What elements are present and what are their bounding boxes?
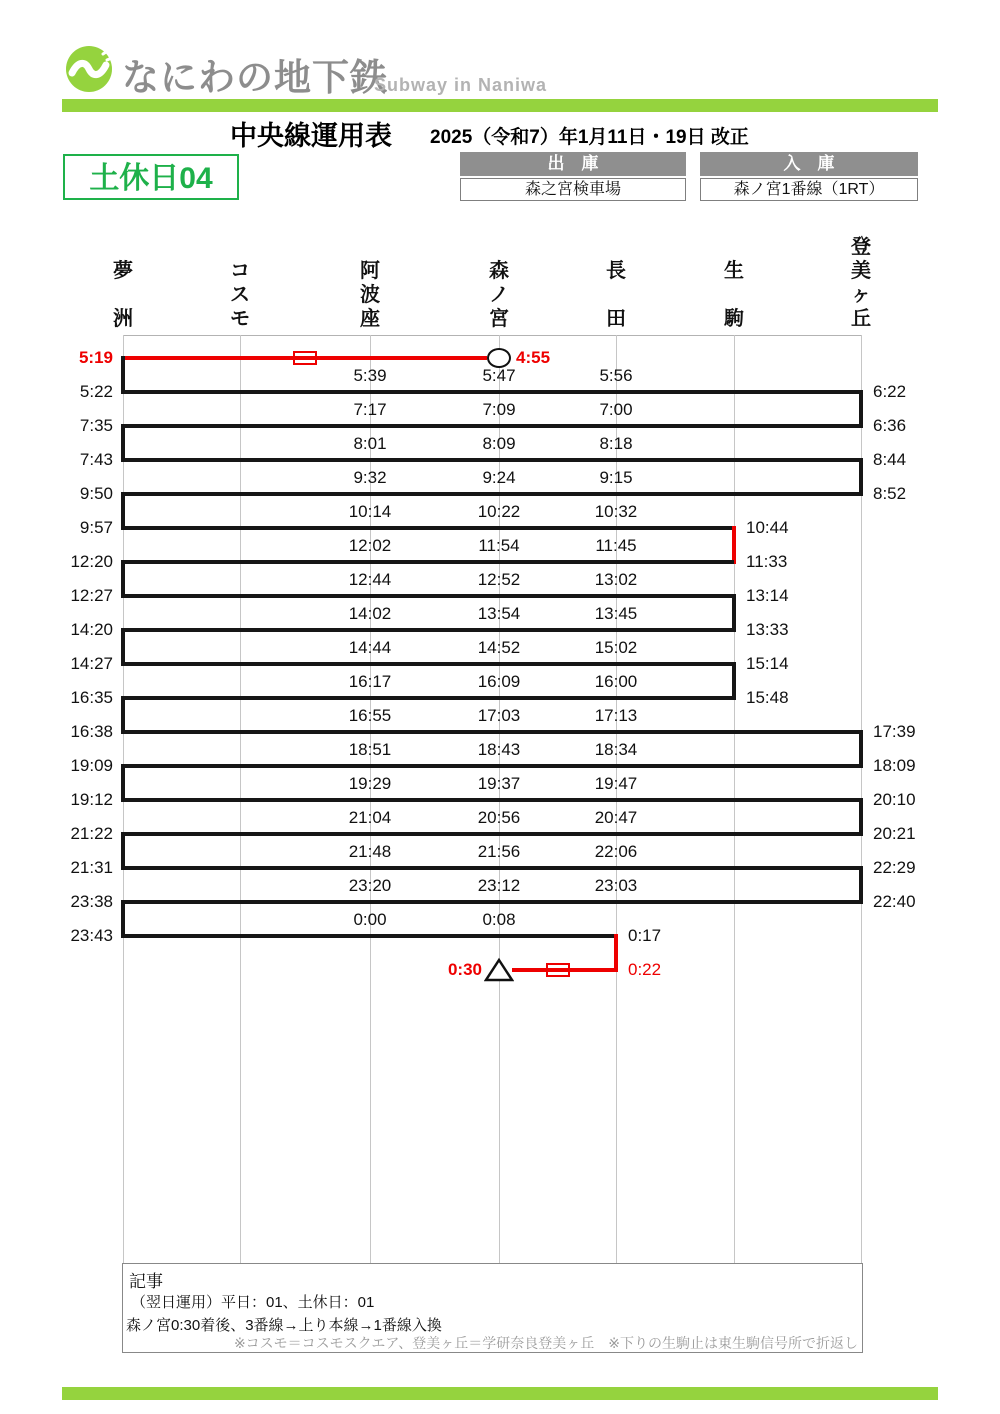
- layover-connector: [121, 832, 125, 870]
- terminal-time-label: 22:40: [873, 892, 916, 911]
- passing-time-label: 7:00: [599, 400, 633, 419]
- terminal-time-label: 16:38: [70, 722, 113, 741]
- depot-out-value: 森之宮検車場: [460, 178, 686, 201]
- terminal-time-label: 14:27: [70, 654, 113, 673]
- station-char: 駒: [724, 308, 744, 330]
- passing-time-label: 14:02: [348, 604, 392, 623]
- passing-time-label: 8:09: [482, 434, 516, 453]
- footer-green-bar: [62, 1387, 938, 1400]
- passing-time-label: 5:56: [599, 366, 633, 385]
- page-title: 中央線運用表: [230, 121, 392, 151]
- layover-connector: [859, 730, 863, 768]
- station-char: 洲: [113, 308, 133, 330]
- terminal-time-label: 14:20: [70, 620, 113, 639]
- terminal-time-label: 20:21: [873, 824, 916, 843]
- layover-connector: [121, 696, 125, 734]
- passing-time-label: 18:34: [594, 740, 638, 759]
- passing-time-label: 17:13: [594, 706, 638, 725]
- station-char: 夢: [113, 260, 133, 282]
- passing-time-label: 0:08: [482, 910, 516, 929]
- terminal-time-label: 9:57: [79, 518, 113, 537]
- train-run-line: [123, 560, 734, 564]
- terminal-time-label: 5:19: [78, 348, 113, 367]
- train-run-line: [123, 798, 861, 802]
- terminal-time-label: 20:10: [873, 790, 916, 809]
- terminal-time-label: 5:22: [79, 382, 113, 401]
- passing-time-label: 7:17: [353, 400, 387, 419]
- station-char: コ: [230, 260, 250, 282]
- depot-in-group: [700, 152, 918, 201]
- terminal-time-label: 7:43: [79, 450, 113, 469]
- notes-line-1: （翌日運用）平日：01、土休日：01: [131, 1294, 375, 1311]
- train-run-line: [123, 526, 734, 530]
- station-char: 宮: [489, 308, 509, 330]
- passing-time-label: 12:02: [348, 536, 392, 555]
- terminal-time-label: 8:44: [873, 450, 907, 469]
- station-char: 森: [489, 260, 509, 282]
- notes-box: [122, 1263, 863, 1353]
- passing-time-label: 19:29: [348, 774, 392, 793]
- train-run-line: [123, 832, 861, 836]
- train-run-line: [123, 594, 734, 598]
- passing-time-label: 18:51: [348, 740, 392, 759]
- passing-time-label: 19:47: [594, 774, 638, 793]
- passing-time-label: 16:09: [477, 672, 521, 691]
- station-char: 生: [724, 260, 744, 282]
- layover-connector: [121, 628, 125, 666]
- terminal-time-label: 22:29: [873, 858, 916, 877]
- passing-time-label: 14:52: [477, 638, 521, 657]
- station-char: ノ: [489, 284, 509, 306]
- chart-top-border: [123, 335, 861, 336]
- depot-out-circle-marker: [487, 348, 511, 368]
- passing-time-label: 12:44: [348, 570, 392, 589]
- passing-time-label: 10:32: [594, 502, 638, 521]
- passing-time-label: 5:39: [353, 366, 387, 385]
- station-char: ヶ: [851, 284, 871, 306]
- terminal-time-label: 23:43: [70, 926, 113, 945]
- terminal-time-label: 0:17: [628, 926, 662, 945]
- passing-time-label: 13:02: [594, 570, 638, 589]
- passing-time-label: 21:48: [348, 842, 392, 861]
- terminal-time-label: 10:44: [746, 518, 789, 537]
- terminal-time-label: 0:22: [628, 960, 662, 979]
- duty-badge: 土休日04: [63, 154, 239, 200]
- train-run-line: [123, 390, 861, 394]
- passing-time-label: 16:55: [348, 706, 392, 725]
- layover-connector: [121, 560, 125, 598]
- revision-date: 2025（令和7）年1月11日・19日 改正: [430, 127, 749, 148]
- passing-time-label: 13:54: [477, 604, 521, 623]
- passing-time-label: 11:54: [478, 536, 520, 555]
- passing-time-label: 21:04: [348, 808, 392, 827]
- terminal-time-label: 12:20: [70, 552, 113, 571]
- depot-in-header: 入 庫: [700, 152, 918, 176]
- depot-in-value: 森ノ宮1番線（1RT）: [700, 178, 918, 201]
- layover-connector: [732, 662, 736, 700]
- layover-connector: [859, 798, 863, 836]
- station-label: [484, 261, 514, 329]
- station-label: [719, 261, 749, 329]
- terminal-time-label: 6:22: [873, 382, 907, 401]
- notes-line-2: 森ノ宮0:30着後、3番線→上り本線→1番線入換: [126, 1317, 442, 1334]
- station-char: ス: [230, 284, 250, 306]
- passing-time-label: 12:52: [477, 570, 521, 589]
- terminal-time-label: 0:30: [447, 960, 482, 979]
- passing-time-label: 20:56: [477, 808, 521, 827]
- layover-connector: [732, 594, 736, 632]
- train-run-line: [123, 424, 861, 428]
- terminal-time-label: 19:09: [70, 756, 113, 775]
- train-run-line: [123, 628, 734, 632]
- passing-time-label: 23:03: [594, 876, 638, 895]
- layover-connector: [121, 764, 125, 802]
- terminal-time-label: 13:14: [746, 586, 789, 605]
- station-label: [225, 261, 255, 329]
- train-run-line: [123, 492, 861, 496]
- terminal-time-label: 19:12: [70, 790, 113, 809]
- train-run-line: [123, 764, 861, 768]
- passing-time-label: 18:43: [477, 740, 521, 759]
- train-run-line: [123, 900, 861, 904]
- passing-time-label: 0:00: [353, 910, 387, 929]
- terminal-time-label: 18:09: [873, 756, 916, 775]
- station-char: 長: [606, 260, 626, 282]
- terminal-time-label: 16:35: [70, 688, 113, 707]
- passing-time-label: 16:17: [348, 672, 392, 691]
- passing-time-label: 11:45: [595, 536, 637, 555]
- terminal-time-label: 12:27: [70, 586, 113, 605]
- station-label: [355, 261, 385, 329]
- notes-line-3: ※コスモ＝コスモスクエア、登美ヶ丘＝学研奈良登美ヶ丘 ※下りの生駒止は東生駒信号所で折返し: [233, 1335, 858, 1351]
- station-char: 田: [606, 308, 626, 330]
- train-run-line: [123, 866, 861, 870]
- passing-time-label: 8:18: [599, 434, 633, 453]
- station-label: [601, 261, 631, 329]
- brand-subtitle: Subway in Naniwa: [374, 75, 548, 95]
- terminal-time-label: 21:31: [70, 858, 113, 877]
- passing-time-label: 10:22: [477, 502, 521, 521]
- passing-time-label: 23:12: [477, 876, 521, 895]
- layover-connector: [121, 900, 125, 938]
- layover-connector: [732, 526, 736, 564]
- train-run-line: [123, 458, 861, 462]
- train-run-line: [123, 730, 861, 734]
- terminal-time-label: 17:39: [873, 722, 916, 741]
- layover-connector: [859, 866, 863, 904]
- passing-time-label: 20:47: [594, 808, 638, 827]
- station-label: [108, 261, 138, 329]
- station-char: モ: [230, 308, 250, 330]
- station-char: 美: [851, 260, 871, 282]
- depot-out-header: 出 庫: [460, 152, 686, 176]
- header-green-bar: [62, 99, 938, 112]
- terminal-time-label: 4:55: [516, 348, 551, 367]
- depot-out-group: [460, 152, 686, 201]
- passing-time-label: 23:20: [348, 876, 392, 895]
- passing-time-label: 15:02: [594, 638, 638, 657]
- terminal-time-label: 7:35: [79, 416, 113, 435]
- brand-name: なにわの地下鉄: [122, 57, 388, 98]
- station-char: 登: [851, 236, 871, 258]
- passing-time-label: 13:45: [594, 604, 638, 623]
- deadhead-box-marker: [293, 351, 317, 365]
- passing-time-label: 21:56: [477, 842, 521, 861]
- terminal-time-label: 15:48: [746, 688, 789, 707]
- passing-time-label: 5:47: [482, 366, 516, 385]
- brand-logo-icon: [64, 44, 116, 101]
- passing-time-label: 16:00: [594, 672, 638, 691]
- layover-connector: [859, 458, 863, 496]
- layover-connector: [121, 492, 125, 530]
- terminal-time-label: 23:38: [70, 892, 113, 911]
- terminal-time-label: 8:52: [873, 484, 907, 503]
- passing-time-label: 10:14: [348, 502, 392, 521]
- terminal-time-label: 13:33: [746, 620, 789, 639]
- station-char: 丘: [851, 308, 871, 330]
- station-char: 波: [360, 284, 380, 306]
- terminal-time-label: 9:50: [79, 484, 113, 503]
- station-char: 阿: [360, 260, 380, 282]
- depot-in-triangle-marker: [484, 957, 514, 988]
- terminal-time-label: 11:33: [746, 552, 788, 571]
- layover-connector: [121, 356, 125, 394]
- passing-time-label: 9:15: [599, 468, 633, 487]
- passing-time-label: 9:32: [353, 468, 387, 487]
- train-run-line: [123, 662, 734, 666]
- passing-time-label: 9:24: [482, 468, 516, 487]
- layover-connector: [121, 424, 125, 462]
- station-label: [846, 237, 876, 329]
- terminal-time-label: 21:22: [70, 824, 113, 843]
- passing-time-label: 19:37: [477, 774, 521, 793]
- passing-time-label: 22:06: [594, 842, 638, 861]
- train-run-line: [123, 934, 616, 938]
- passing-time-label: 14:44: [348, 638, 392, 657]
- station-char: 座: [360, 308, 380, 330]
- passing-time-label: 7:09: [482, 400, 516, 419]
- terminal-time-label: 15:14: [746, 654, 789, 673]
- layover-connector: [859, 390, 863, 428]
- notes-heading: 記事: [129, 1272, 163, 1291]
- passing-time-label: 17:03: [477, 706, 521, 725]
- layover-connector: [614, 934, 618, 972]
- terminal-time-label: 6:36: [873, 416, 907, 435]
- passing-time-label: 8:01: [353, 434, 387, 453]
- deadhead-box-marker: [546, 963, 570, 977]
- train-run-line: [123, 696, 734, 700]
